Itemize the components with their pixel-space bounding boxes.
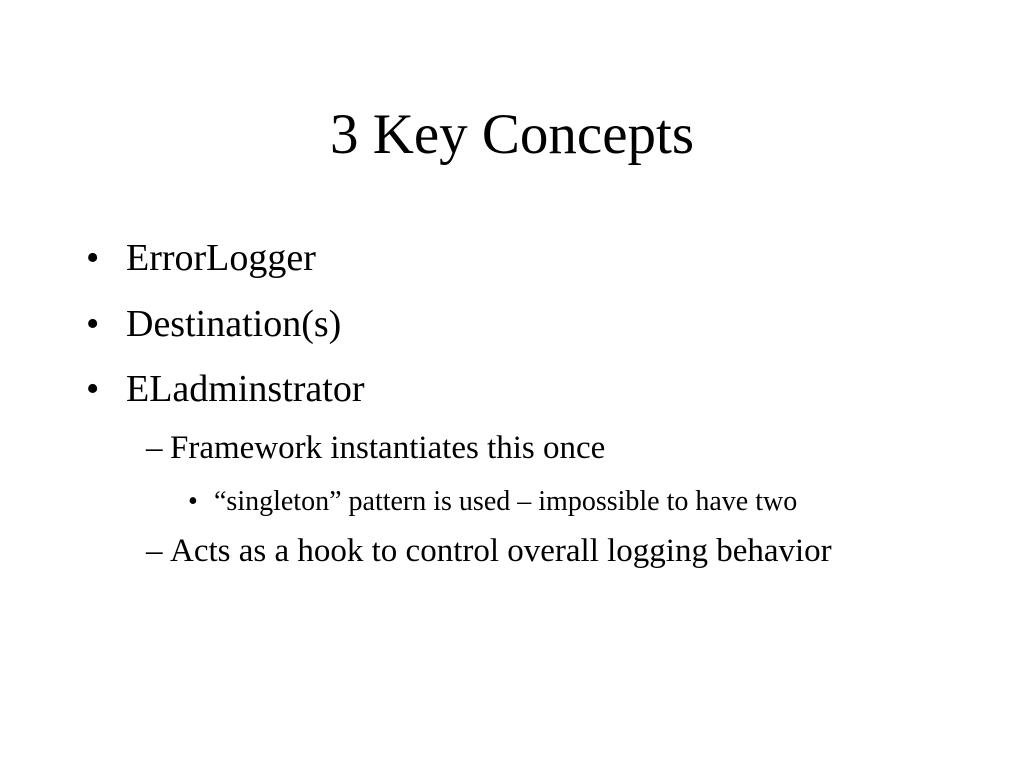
sub-bullet-text: Acts as a hook to control overall logging behavior xyxy=(170,533,832,569)
sub-bullet-marker: – xyxy=(146,430,163,466)
bullet-text: ELadminstrator xyxy=(126,368,365,410)
bullet-marker: • xyxy=(86,368,100,410)
sub-bullet-marker: – xyxy=(146,533,163,569)
sub-sub-bullet-text: “singleton” pattern is used – impossible to have two xyxy=(214,486,798,517)
sub-sub-bullet-marker: • xyxy=(188,486,198,517)
slide-title: 3 Key Concepts xyxy=(329,103,695,166)
sub-bullet-text: Framework instantiates this once xyxy=(170,430,606,466)
bullet-marker: • xyxy=(86,237,100,279)
bullet-marker: • xyxy=(86,303,100,345)
bullet-text: ErrorLogger xyxy=(126,237,316,279)
bullet-text: Destination(s) xyxy=(126,303,342,345)
